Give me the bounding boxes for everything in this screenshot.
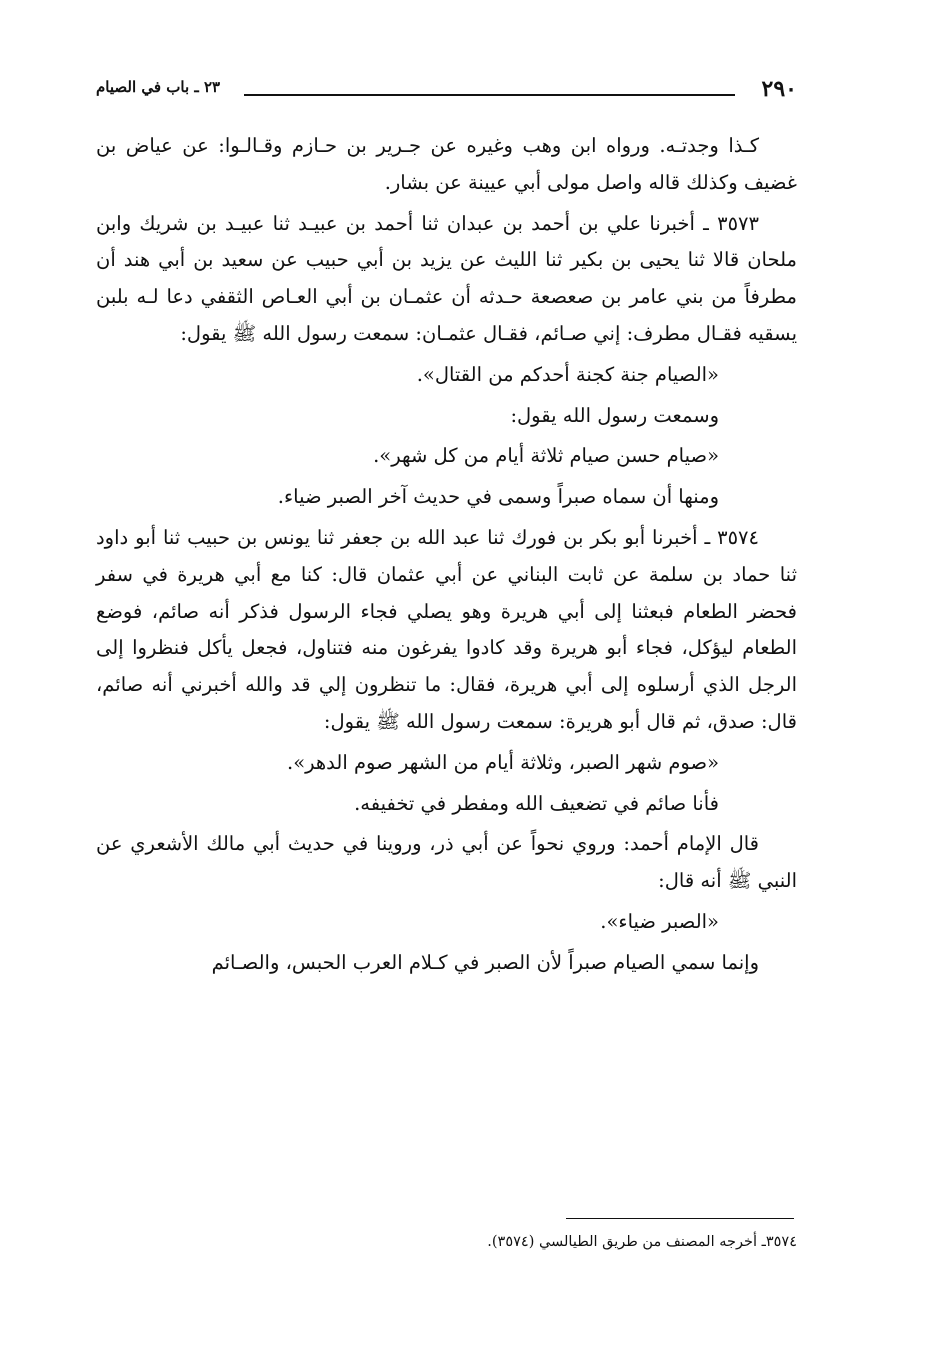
paragraph: كـذا وجدتـه. ورواه ابن وهب وغيره عن جـرير بن حـازم وقـالـوا: عن عياض بن غضيف وكذلك قاله واصل مولى أبي عيينة عن بشار. bbox=[96, 134, 797, 194]
paragraph: «صوم شهر الصبر، وثلاثة أيام من الشهر صوم الدهر». bbox=[287, 750, 719, 774]
page-number: ٢٩٠ bbox=[761, 76, 797, 102]
page-header bbox=[96, 76, 797, 106]
paragraph: «الصبر ضياء». bbox=[600, 909, 719, 933]
paragraph: ٣٥٧٤ ـ أخبرنا أبو بكر بن فورك ثنا عبد الله بن جعفر ثنا يونس بن حبيب ثنا أبو داود ثنا حماد بن سلمة عن ثابت البناني عن أبي عثمان قال: كنا مع أبي هريرة في سفر فحضر الطعام فبعثنا إلى أبي هريرة وهو يصلي فجاء الرسول فذكر أنه صائم، فوضع الطعام ليؤكل، فجاء أبو هريرة وقد كادوا يفرغون منه فتناول، فجعل يأكل فنظروا إلى الرجل الذي أرسلوه إلى أبي هريرة، فقال: ما تنظرون إلي قد والله أخبرني أنه صائم، قال: صدق، ثم قال أبو هريرة: سمعت رسول الله ﷺ يقول: bbox=[96, 525, 797, 733]
main-text bbox=[96, 128, 797, 982]
paragraph: «صيام حسن صيام ثلاثة أيام من كل شهر». bbox=[373, 444, 719, 468]
paragraph: وإنما سمي الصيام صبراً لأن الصبر في كـلام العرب الحبس، والصـائم bbox=[211, 950, 759, 974]
header-rule bbox=[244, 94, 735, 96]
paragraph: قال الإمام أحمد: وروي نحواً عن أبي ذر، وروينا في حديث أبي مالك الأشعري عن النبي ﷺ أنه قال: bbox=[96, 832, 797, 893]
footnote-rule bbox=[566, 1218, 794, 1219]
paragraph: ومنها أن سماه صبراً وسمى في حديث آخر الصبر ضياء. bbox=[277, 485, 719, 509]
paragraph: ٣٥٧٣ ـ أخبرنا علي بن أحمد بن عبدان ثنا أحمد بن عبيـد ثنا عبيـد بن شريك وابن ملحان قالا ثنا يحيى بن بكير ثنا الليث عن يزيد بن أبي حبيب عن سعيد بن أبي هند أن مطرفاً من بني عامر بن صعصعة حـدثه أن عثمـان بن أبي العـاص الثقفي دعا لـه بلبن يسقيه فقـال مطرف: إني صـائم، فقـال عثمـان: سمعت رسول الله ﷺ يقول: bbox=[96, 211, 797, 345]
footnote: ٣٥٧٤ـ أخرجه المصنف من طريق الطيالسي (٣٥٧٤). bbox=[487, 1234, 797, 1250]
paragraph: فأنا صائم في تضعيف الله ومفطر في تخفيفه. bbox=[354, 791, 719, 815]
paragraph: وسمعت رسول الله يقول: bbox=[510, 403, 719, 427]
chapter-title: ٢٣ ـ باب في الصيام bbox=[96, 78, 221, 96]
paragraph: «الصيام جنة كجنة أحدكم من القتال». bbox=[416, 362, 719, 386]
